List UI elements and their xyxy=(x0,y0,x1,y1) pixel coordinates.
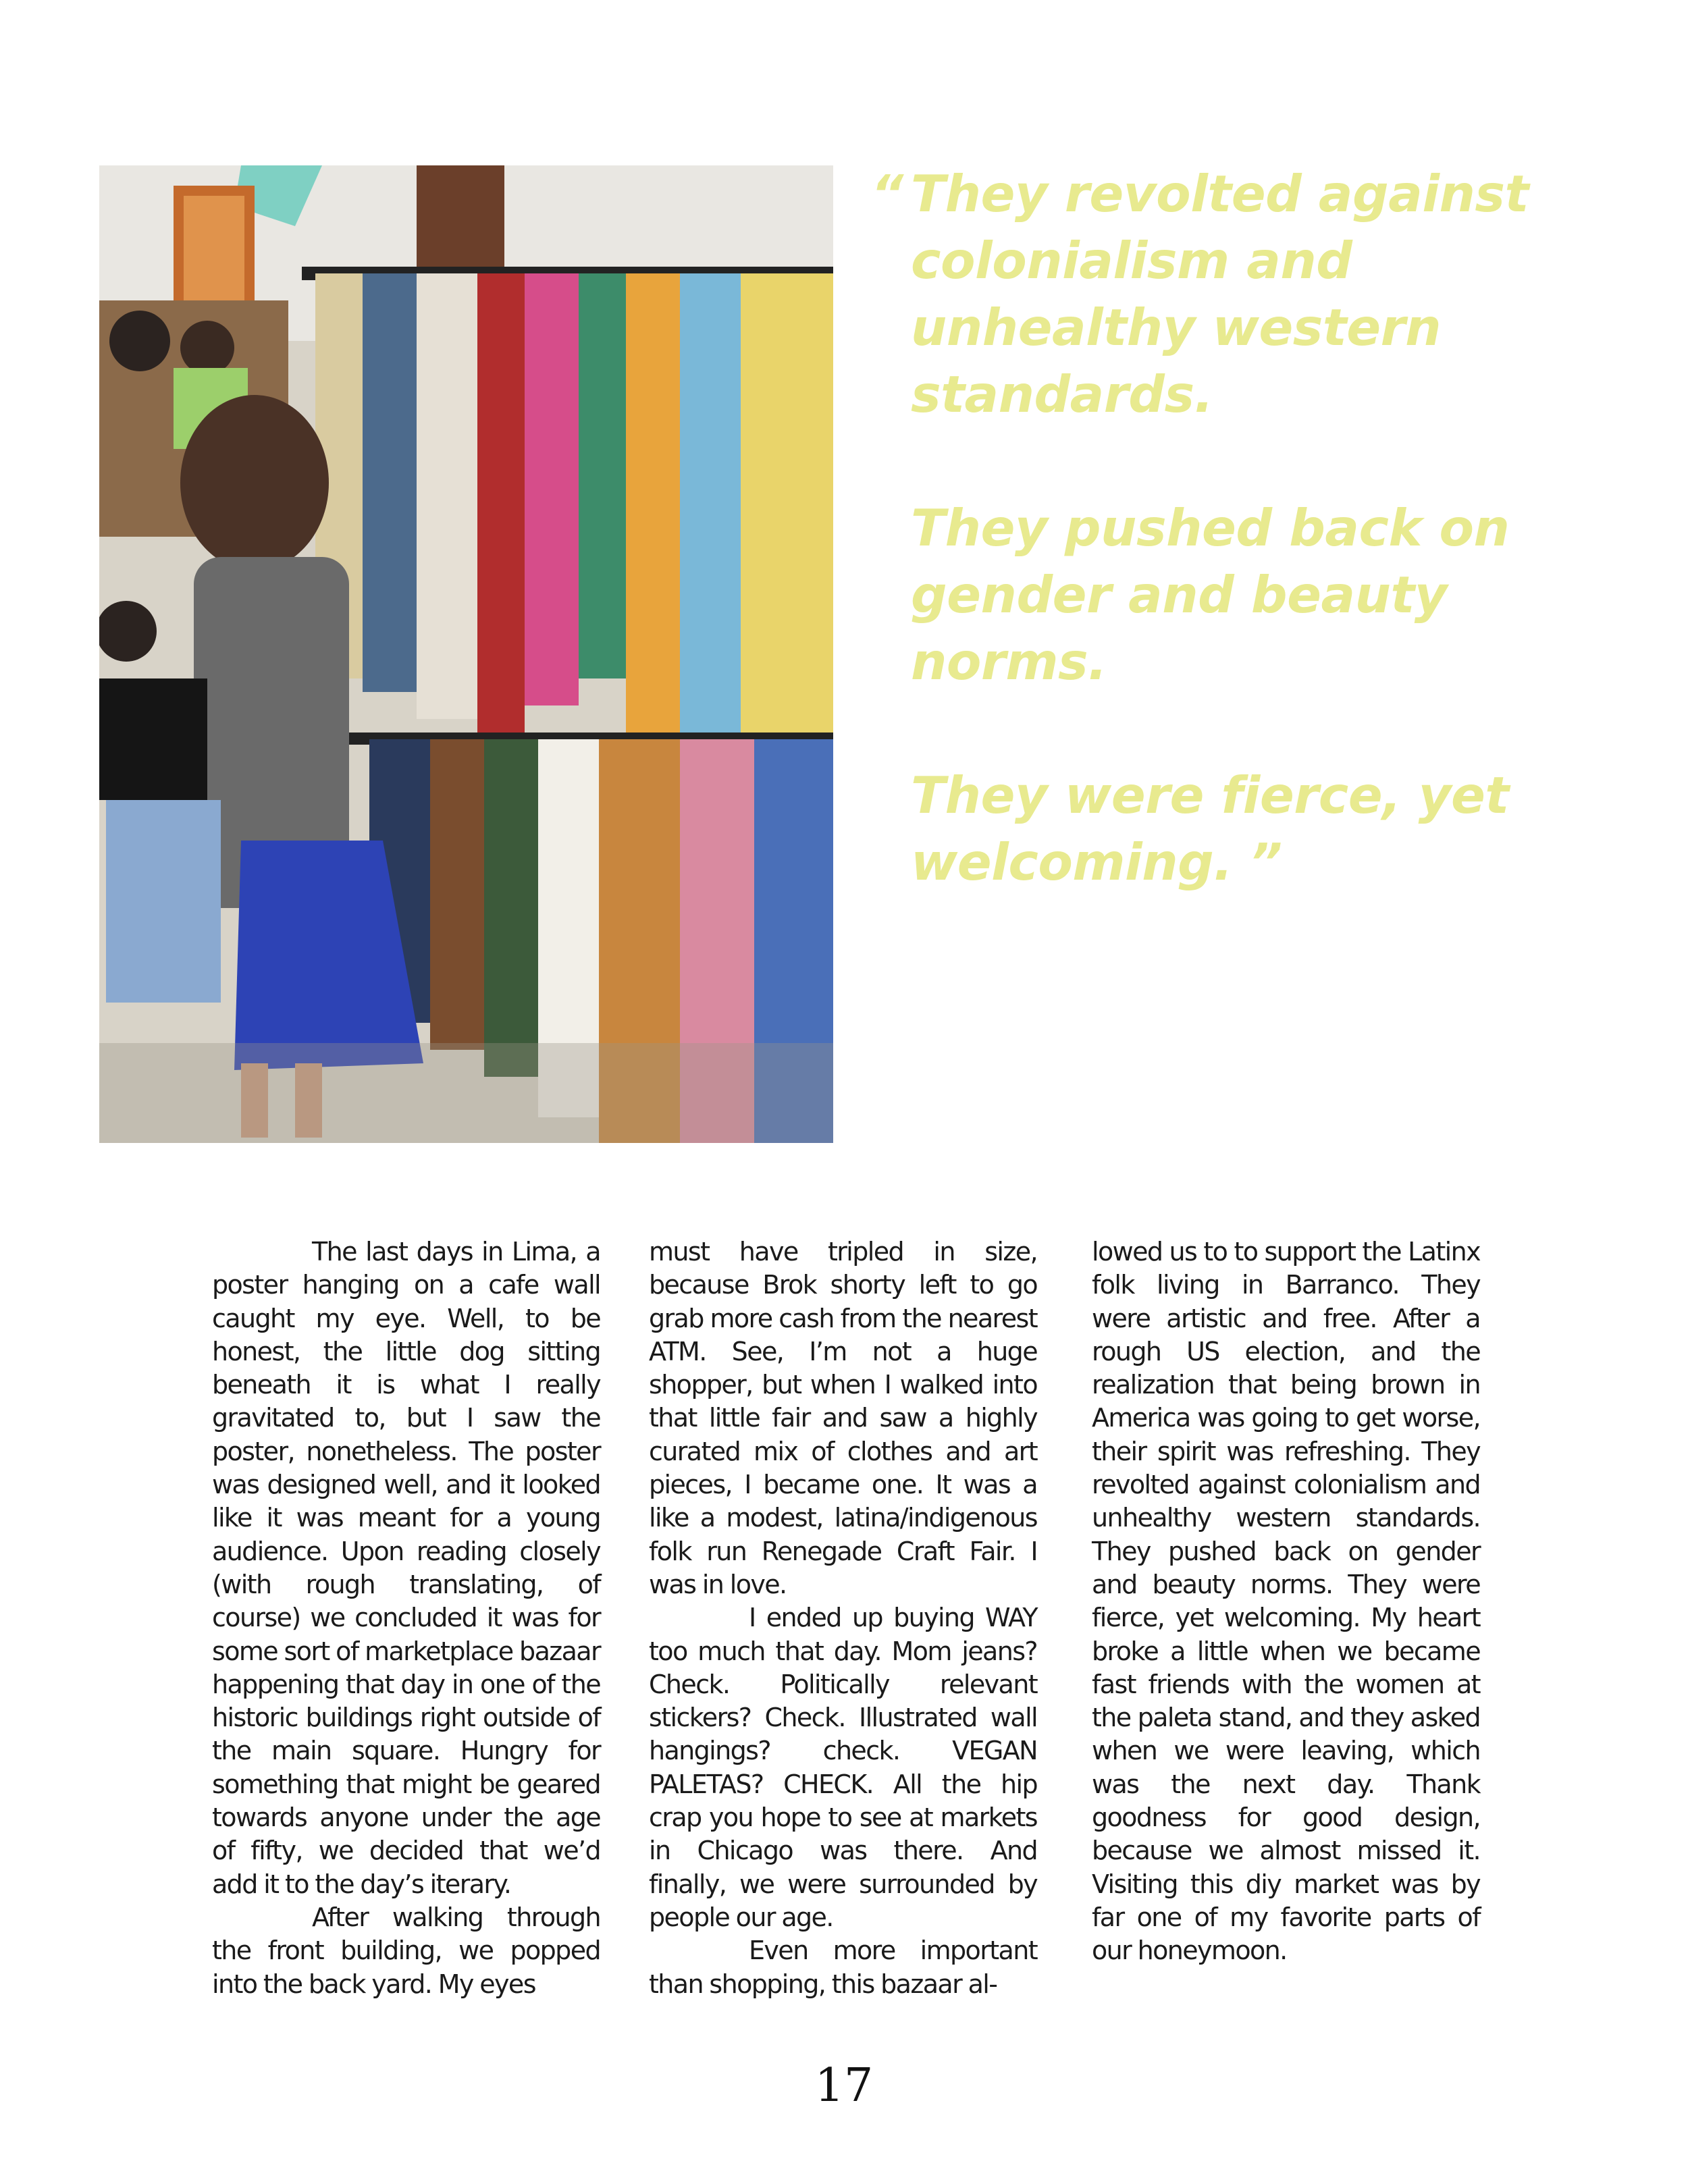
pull-quote-line-1: They revolted against colonialism and unhealthy western standards. xyxy=(911,164,1529,424)
article-column-2 xyxy=(649,1235,1037,2001)
pull-quote-line-2: They pushed back on gender and beauty norms. xyxy=(911,498,1510,691)
article-paragraph: After walking through the front building, we popped into the back yard. My eyes xyxy=(212,1902,600,1999)
article-paragraph: The last days in Lima, a poster hanging on a cafe wall caught my eye. Well, to be honest, the little dog sitting beneath it is what I really gravitated to, but I saw the poster, nonetheless. The poster was designed well, and it looked like it was meant for a young audience. Upon reading closely (with rough translating, of course) we concluded it was for some sort of marketplace bazaar happening that day in one of the historic buildings right outside of the main square. Hungry for something that might be geared towards anyone under the age of fifty, we decided that we’d add it to the day’s iterary. xyxy=(212,1237,600,1899)
market-photo-icon xyxy=(99,165,833,1143)
article-paragraph: lowed us to to support the Latinx folk living in Barranco. They were artistic and free. After a rough US election, and the realization that being brown in America was going to get worse, their spirit was refreshing. They revolted against colonialism and unhealthy western standards. They pushed back on gender and beauty norms. They were fierce, yet welcoming. My heart broke a little when we became fast friends with the women at the paleta stand, and they asked when we were leaving, which was the next day. Thank goodness for good design, because we almost missed it. Visiting this diy market was by far one of my favorite parts of our honeymoon. xyxy=(1092,1237,1480,1966)
article-column-3 xyxy=(1092,1235,1480,1968)
article-paragraph: I ended up buying WAY too much that day. Mom jeans? Check. Politically relevant stickers? Check. Illustrated wall hangings? check. VEGAN PALETAS? CHECK. All the hip crap you hope to see at markets in Chicago was there. And finally, we were surrounded by people our age. xyxy=(649,1603,1037,1932)
pull-quote-open-mark: “ xyxy=(871,164,903,223)
page-number: 17 xyxy=(814,2059,874,2112)
article-column-1 xyxy=(212,1235,600,2001)
pull-quote xyxy=(871,161,1546,896)
market-photo xyxy=(99,165,833,1143)
article-paragraph: must have tripled in size, because Brok shorty left to go grab more cash from the nearest ATM. See, I’m not a huge shopper, but when I walked into that little fair and saw a highly curated mix of clothes and art pieces, I became one. It was a like a modest, latina/indigenous folk run Renegade Craft Fair. I was in love. xyxy=(649,1237,1037,1599)
pull-quote-line-3: They were fierce, yet welcoming. ” xyxy=(911,766,1509,892)
article-paragraph: Even more important than shopping, this bazaar al- xyxy=(649,1936,1037,1999)
